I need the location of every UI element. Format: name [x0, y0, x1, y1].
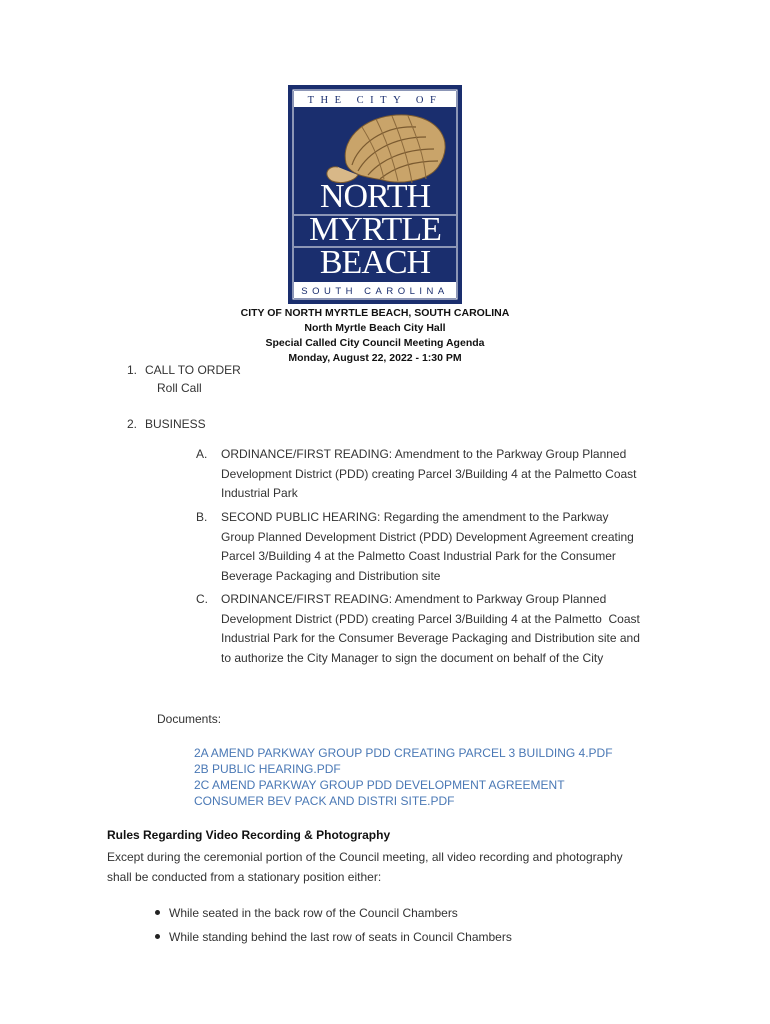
item-text: ORDINANCE/FIRST READING: Amendment to Parkway Group Planned Development District (PDD) creating Parcel 3/Building 4 at the Palmetto Coast Industrial Park for the Consumer Beverage Packaging and Distribution site and to authorize the City Manager to sign the document on behalf of the City — [221, 592, 644, 665]
rules-bullet-1 — [155, 906, 458, 920]
bullet-icon — [155, 910, 160, 915]
header-city: CITY OF NORTH MYRTLE BEACH, SOUTH CAROLINA — [240, 307, 510, 319]
logo-line3: BEACH — [319, 244, 431, 281]
item-letter: B. — [196, 510, 208, 524]
item-text: ORDINANCE/FIRST READING: Amendment to the Parkway Group Planned Development District (PDD) creating Parcel 3/Building 4 at the Palmetto Coast Industrial Park — [221, 447, 637, 500]
rules-text: Except during the ceremonial portion of the Council meeting, all video recording and photography shall be conducted from a stationary position either: — [107, 850, 623, 884]
header-date: Monday, August 22, 2022 - 1:30 PM — [288, 352, 462, 364]
item-letter: A. — [196, 447, 208, 461]
document-link-2c[interactable]: 2C AMEND PARKWAY GROUP PDD DEVELOPMENT AGREEMENT — [194, 778, 565, 792]
header-location: North Myrtle Beach City Hall — [304, 322, 446, 334]
roll-call: Roll Call — [157, 381, 202, 395]
section-number: 2. — [127, 417, 138, 431]
item-letter: C. — [196, 592, 208, 606]
section-title: CALL TO ORDER — [145, 363, 241, 377]
bullet-text: While seated in the back row of the Council Chambers — [169, 906, 458, 920]
bullet-text: While standing behind the last row of seats in Council Chambers — [169, 930, 512, 944]
logo-line1: NORTH — [319, 178, 431, 215]
header-meeting-type: Special Called City Council Meeting Agenda — [265, 337, 485, 349]
document-link-2a[interactable]: 2A AMEND PARKWAY GROUP PDD CREATING PARCEL 3 BUILDING 4.PDF — [194, 746, 613, 760]
agenda-header — [0, 306, 750, 366]
bullet-icon — [155, 934, 160, 939]
rules-title: Rules Regarding Video Recording & Photography — [107, 828, 391, 842]
documents-label: Documents: — [157, 712, 222, 726]
city-logo-graphic — [288, 85, 462, 304]
logo-bottom-text: SOUTH CAROLINA — [301, 286, 449, 297]
document-link-2b[interactable]: 2B PUBLIC HEARING.PDF — [194, 762, 341, 776]
city-logo — [288, 85, 462, 304]
document-link-2c-cont[interactable]: CONSUMER BEV PACK AND DISTRI SITE.PDF — [194, 794, 455, 808]
item-text: SECOND PUBLIC HEARING: Regarding the amendment to the Parkway Group Planned Development District (PDD) Development Agreement creating Parcel 3/Building 4 at the Palmetto Coast Industrial Park for the Consumer Beverage Packaging and Distribution site — [221, 510, 634, 583]
logo-line2: MYRTLE — [309, 211, 441, 248]
rules-bullet-2 — [155, 930, 512, 944]
section-title: BUSINESS — [145, 417, 206, 431]
section-number: 1. — [127, 363, 138, 377]
logo-top-text: THE CITY OF — [307, 95, 443, 106]
